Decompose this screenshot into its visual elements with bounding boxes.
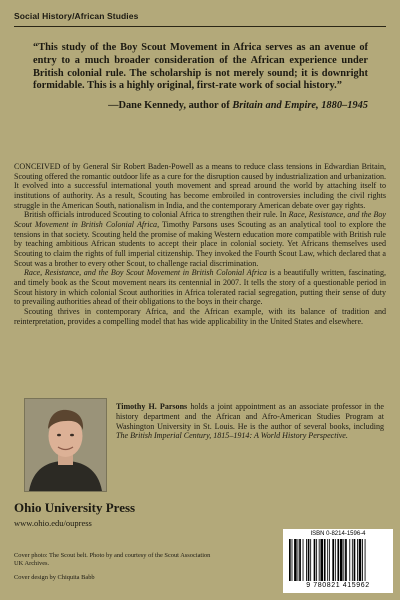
barcode-bar [359,539,362,581]
barcode-bar [306,539,307,581]
barcode-bar [335,539,336,581]
publisher-name: Ohio University Press [14,500,136,515]
author-bio-text: holds a joint appointment as an associate professor in the history department and the African and Afro-American Studies Program at Washington University in St. Louis. He is the author of several books, including [116,402,385,431]
p3-rest: is a beautifully written, fascinating, and timely book as the Scout movement nears its centennial in 2007. It tells the story of a questionable period in Scout history in which colonial Scout authorities in Africa tolerated racial segregation, putting their sense of duty to prevailing authorities ahead of their obligations to the boys in their charge. [14,268,386,307]
attribution-prefix: —Dane Kennedy, author of [108,100,233,111]
description-paragraph-1: CONCEIVED of by General Sir Robert Baden-Powell as a means to reduce class tensions in Edwardian Britain, Scouting offered the romantic outdoor life as a cure for the disruption caused by industrialization and urbanization. It evolved into a successful international youth movement and spread around the world by attaching itself to institutions of authority. As a result, Scouting has become embroiled in controversies including the civil rights struggle in the American South, nationalism in India, and the contemporary American debate over gay rights. [14,162,386,210]
p2-intro: British officials introduced Scouting to colonial Africa to strengthen their rule. In [24,210,289,220]
barcode-bar [320,539,323,581]
description-paragraph-2 [14,210,386,268]
barcode-bar [362,539,363,581]
publisher-url[interactable]: www.ohio.edu/oupress [14,518,92,528]
isbn-label: ISBN 0-8214-1596-4 [310,531,366,537]
barcode-bar [327,539,328,581]
barcode-bar [294,539,297,581]
barcode-bar [345,539,347,581]
barcode-bar [349,539,350,581]
barcode-bar [292,539,293,581]
barcode-bar [329,539,330,581]
barcode-bar [298,539,299,581]
author-photo [24,398,107,492]
barcode-bar [354,539,356,581]
barcode-bar [310,539,311,581]
attribution-book-title: Britain and Empire, 1880–1945 [232,100,368,111]
author-book-title: The British Imperial Century, 1815–1914: A World History Perspective. [116,431,348,441]
endorsement-attribution [108,100,368,111]
author-portrait-icon [25,399,106,491]
cover-photo-credit: Cover photo: The Scout belt. Photo by and courtesy of the Scout Association UK Archives. [14,552,211,567]
barcode-bar [332,539,334,581]
barcode-bar [324,539,326,581]
author-bio [116,402,384,441]
author-name: Timothy H. Parsons [116,402,188,411]
barcode-bar [337,539,339,581]
barcode-icon [287,539,389,581]
barcode-bar [316,539,317,581]
endorsement-quote: “This study of the Boy Scout Movement in Africa serves as an avenue of entry to a much broader consideration of the African experience under British colonial rule. The scholarship is not merely sound; it is downright formidable. This is a highly original, first-rate work of social history.” [33,42,368,92]
p3-book-title: Race, Resistance, and the Boy Scout Movement in British Colonial Africa [24,268,267,278]
barcode-bar [319,539,320,581]
barcode-bar [340,539,343,581]
barcode-number: 9 780821 415962 [306,582,370,589]
p2-book-title: Race, Resistance, and the Boy Scout Movement in British Colonial Africa, [14,210,386,229]
barcode-bar [357,539,358,581]
p2-rest: Timothy Parsons uses Scouting as an analytical tool to explore the tensions in that society. Scouting held the promise of making Western education more compatible with British rule by teaching ambitious African students to accept their place in colonial society. Yet Africans themselves used Scouting to claim the rights of full imperial citizenship. They invoked the Fourth Scout Law, which declared that a Scout was a brother to every other Scout, to challenge racial discrimination. [14,219,386,268]
header-rule [14,26,386,27]
barcode-panel [283,529,393,593]
barcode-bar [308,539,310,581]
barcode-bar [365,539,366,581]
description-paragraph-3 [14,268,386,307]
barcode-bar [299,539,301,581]
barcode-bar [343,539,344,581]
description [14,162,386,326]
barcode-bar [314,539,316,581]
category-label: Social History/African Studies [14,11,139,21]
barcode-bar [352,539,353,581]
cover-design-credit: Cover design by Chiquita Babb [14,574,95,581]
description-paragraph-4: Scouting thrives in contemporary Africa, and the African example, with its balance of tradition and reinterpretation, provides a compelling model that has wide applicability in the United States and elsewhere. [14,306,386,326]
barcode-bar [289,539,291,581]
barcode-bar [303,539,304,581]
